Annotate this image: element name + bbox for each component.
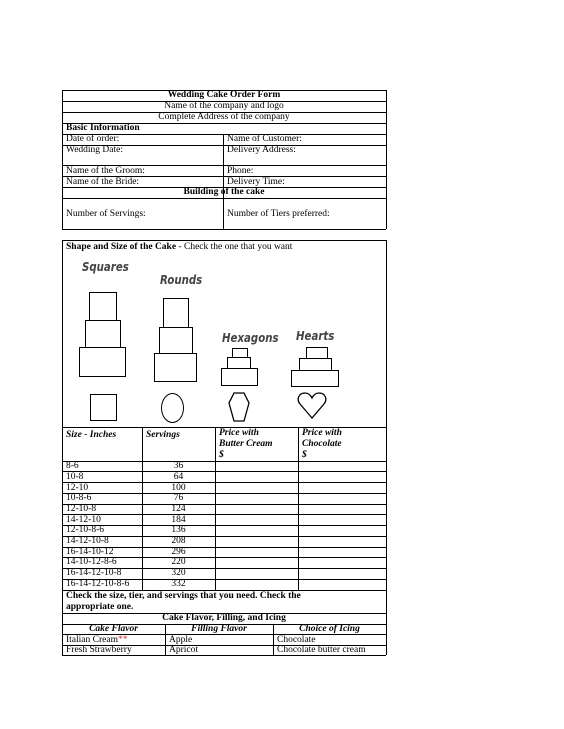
date-of-order-field[interactable]: Date of order: [66,134,120,144]
shape-section-heading: Shape and Size of the Cake [66,242,177,252]
groom-name-field[interactable]: Name of the Groom: [66,166,145,176]
phone-field[interactable]: Phone: [227,166,254,176]
shape-label-squares: Squares [82,260,129,274]
tiers-field[interactable]: Number of Tiers preferred: [227,209,330,219]
servings-field[interactable]: Number of Servings: [66,209,146,219]
shape-label-rounds: Rounds [160,273,203,287]
customer-name-field[interactable]: Name of Customer: [227,134,302,144]
shape-section-instruction: - Check the one that you want [178,242,293,252]
company-address-line: Complete Address of the company [158,112,290,122]
shape-label-hearts: Hearts [296,329,335,343]
basic-info-heading: Basic Information [66,123,140,133]
size-table-note: Check the size, tier, and servings that you need. Check the appropriate one. [66,591,301,612]
bride-name-field[interactable]: Name of the Bride: [66,177,140,187]
col-header-cake-flavor: Cake Flavor [89,624,138,634]
wedding-date-field[interactable]: Wedding Date: [66,145,124,155]
col-header-servings: Servings [146,430,180,440]
shape-label-hexagons: Hexagons [222,331,279,345]
heart-shape-icon[interactable] [297,392,327,420]
col-header-chocolate-price: Price with Chocolate $ [302,428,342,460]
company-name-line: Name of the company and logo [164,101,284,111]
col-header-icing: Choice of Icing [299,624,360,634]
round-shape-icon[interactable] [161,393,184,423]
col-header-butter-price: Price with Butter Cream $ [219,428,273,460]
delivery-time-field[interactable]: Delivery Time: [227,177,285,187]
building-heading: Building of the cake [183,187,265,197]
square-shape-icon[interactable] [90,394,117,421]
delivery-address-field[interactable]: Delivery Address: [227,145,296,155]
asterisk-marker: ** [117,635,128,645]
col-header-filling-flavor: Filling Flavor [191,624,247,634]
flavor-heading: Cake Flavor, Filling, and Icing [162,613,286,623]
col-header-size: Size - Inches [66,430,117,440]
form-title: Wedding Cake Order Form [167,90,281,100]
hexagon-shape-icon[interactable] [228,392,250,422]
